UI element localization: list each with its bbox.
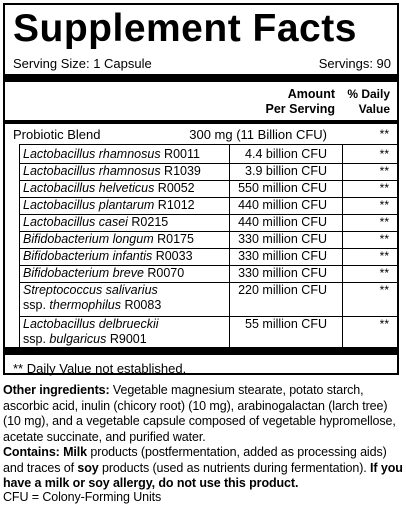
other-ingredients (3, 383, 403, 445)
contains-text2: products (used as nutrients during fermentation). (98, 460, 371, 475)
strain-amount: 550 million CFU (238, 181, 327, 195)
strain-code: R0175 (153, 232, 194, 246)
strain-subspecies: bulgaricus (49, 332, 107, 346)
contains-label: Contains: (3, 445, 60, 459)
supplement-facts-panel (3, 3, 399, 375)
strain-amount: 440 million CFU (238, 198, 327, 212)
column-divider (342, 144, 343, 347)
strain-name (23, 249, 193, 264)
strain-dv: ** (379, 317, 389, 331)
header-daily-value (347, 87, 390, 117)
column-divider (19, 144, 20, 347)
strain-amount: 4.4 billion CFU (245, 147, 327, 161)
strain-amount: 330 million CFU (238, 266, 327, 280)
strain-amount: 330 million CFU (238, 249, 327, 263)
strain-amount: 330 million CFU (238, 232, 327, 246)
strain-dv: ** (379, 147, 389, 161)
strain-species: Lactobacillus helveticus (23, 181, 155, 195)
medium-rule (5, 120, 397, 124)
strain-rule (19, 144, 397, 145)
allergy-warning: If you have a milk or soy allergy, do not use this product. (3, 460, 403, 490)
strain-code: R0215 (127, 215, 169, 229)
strain-subspecies-prefix: ssp. (23, 298, 50, 312)
strain-subspecies: thermophilus (49, 298, 121, 312)
strain-name (23, 164, 201, 179)
strain-code: R0070 (143, 266, 185, 280)
strain-dv: ** (379, 249, 389, 263)
strain-subspecies-prefix: ssp. (23, 332, 50, 346)
header-amount-line1: Amount (287, 87, 335, 101)
strain-amount: 3.9 billion CFU (245, 164, 327, 178)
servings-per-container: Servings: 90 (318, 56, 391, 71)
contains-soy: soy (77, 460, 99, 475)
blend-dv: ** (379, 127, 389, 141)
strain-name (23, 215, 168, 230)
other-ingredients-label: Other ingredients: (3, 383, 110, 397)
strain-dv: ** (379, 198, 389, 212)
strain-dv: ** (379, 181, 389, 195)
blend-name: Probiotic Blend (13, 127, 101, 142)
strain-species: Bifidobacterium longum (23, 232, 154, 246)
strain-species: Bifidobacterium infantis (23, 249, 153, 263)
other-ingredients-text: Vegetable magnesium stearate, potato starch, ascorbic acid, inulin (chicory root) (10 mg), arabinogalactan (larch tree) (10 mg), and a vegetable capsule composed of vegetable hypromellose, acetate succinate, and purified water. (3, 383, 396, 444)
strain-dv: ** (379, 164, 389, 178)
strain-name (23, 283, 161, 313)
strain-code: R0011 (160, 147, 200, 161)
blend-amount: 300 mg (11 Billion CFU) (189, 127, 327, 142)
strain-name (23, 317, 159, 347)
column-divider (229, 144, 230, 347)
header-amount (266, 87, 335, 117)
header-dv-line1: % Daily (347, 87, 390, 101)
strain-code: R1039 (160, 164, 201, 178)
strain-dv: ** (379, 266, 389, 280)
strain-name (23, 266, 184, 281)
strain-species: Lactobacillus rhamnosus (23, 147, 161, 161)
thick-rule-bottom (5, 347, 397, 355)
strain-amount: 440 million CFU (238, 215, 327, 229)
header-dv-line2: Value (358, 102, 390, 116)
strain-amount: 55 million CFU (245, 317, 327, 331)
strain-dv: ** (379, 215, 389, 229)
strain-subspecies-code: R0083 (120, 298, 162, 312)
strain-name (23, 181, 195, 196)
strain-name (23, 147, 200, 162)
strain-species: Lactobacillus rhamnosus (23, 164, 161, 178)
strain-code: R1012 (154, 198, 195, 212)
contains-milk: Milk (59, 445, 88, 459)
thick-rule-top (5, 74, 397, 82)
panel-title: Supplement Facts (13, 7, 357, 50)
strain-species: Lactobacillus plantarum (23, 198, 155, 212)
strain-species: Streptococcus salivarius (23, 283, 158, 297)
contains-text1: products (postfermentation, added as processing aids) and traces of (3, 445, 387, 475)
strain-code: R0033 (152, 249, 193, 263)
strain-species: Lactobacillus casei (23, 215, 128, 229)
strain-species: Lactobacillus delbrueckii (23, 317, 159, 331)
strain-code: R0052 (154, 181, 195, 195)
strain-dv: ** (379, 232, 389, 246)
serving-size: Serving Size: 1 Capsule (13, 56, 152, 71)
footnote: ** Daily Value not established. (13, 361, 187, 376)
header-amount-line2: Per Serving (265, 102, 335, 116)
strain-dv: ** (379, 283, 389, 297)
strain-species: Bifidobacterium breve (23, 266, 144, 280)
strain-name (23, 232, 194, 247)
strain-name (23, 198, 195, 213)
strain-amount: 220 million CFU (238, 283, 327, 297)
strain-subspecies-code: R9001 (106, 332, 147, 346)
cfu-note: CFU = Colony-Forming Units (3, 490, 162, 504)
contains-statement (3, 445, 403, 492)
